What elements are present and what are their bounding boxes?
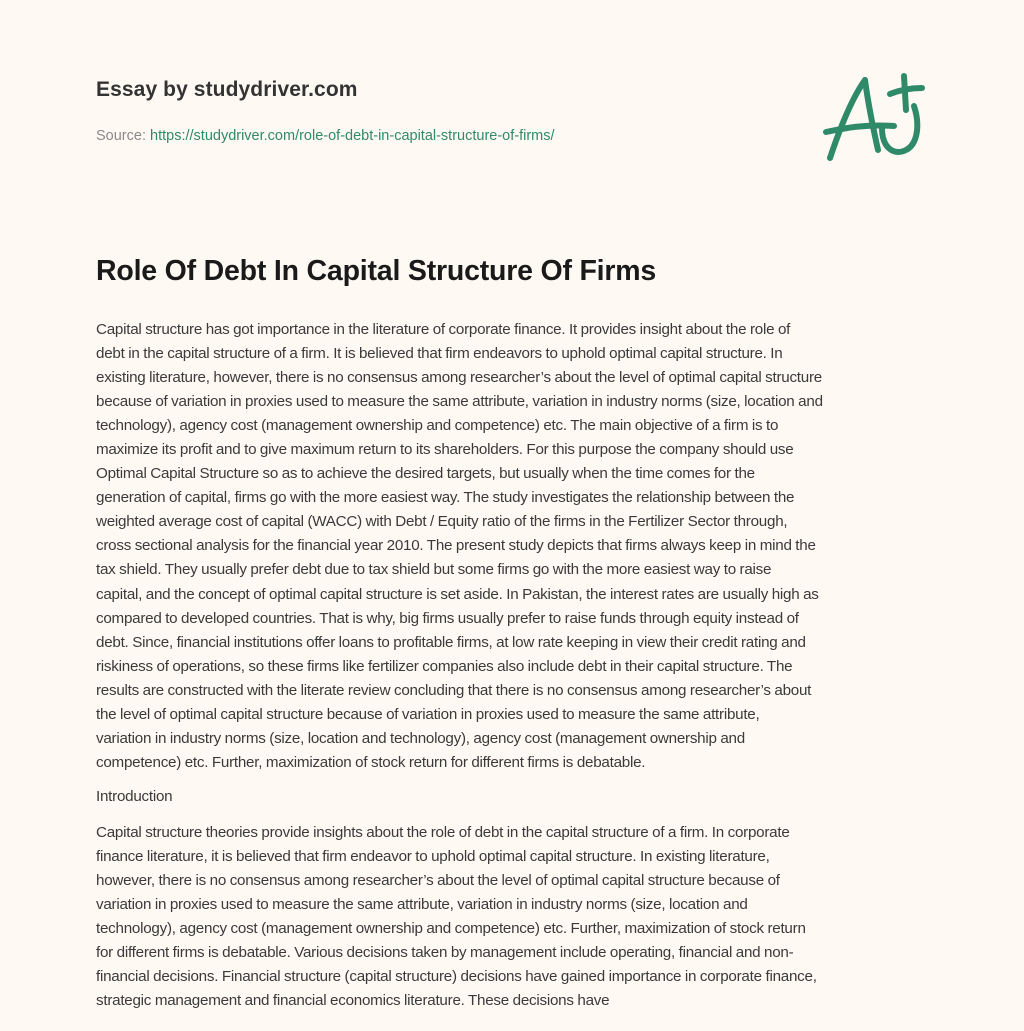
text-line: Capital structure has got importance in the literature of corporate finance. It provides insight about the role of <box>96 321 791 338</box>
text-line: capital, and the concept of optimal capital structure is set aside. In Pakistan, the interest rates are usually high as <box>96 585 819 603</box>
text-line: strategic management and financial economics literature. These decisions have <box>96 992 610 1010</box>
text-line: variation in proxies used to measure the same attribute, variation in industry norms (size, location and <box>96 896 748 914</box>
text-line: for different firms is debatable. Various decisions taken by management include operating, financial and non- <box>96 944 794 962</box>
text-line: compared to developed countries. That is why, big firms usually prefer to raise funds through equity instead of <box>96 609 799 627</box>
essay-header <box>96 74 926 174</box>
text-line: the level of optimal capital structure because of variation in proxies used to measure the same attribute, <box>96 705 760 723</box>
text-line: maximize its profit and to give maximum return to its shareholders. For this purpose the company should use <box>96 441 794 459</box>
text-line: however, there is no consensus among researcher’s about the level of optimal capital structure because of <box>96 871 780 889</box>
text-line: debt in the capital structure of a firm. It is believed that firm endeavors to uphold optimal capital structure. In <box>96 345 783 363</box>
text-line: technology), agency cost (management ownership and competence) etc. Further, maximization of stock return <box>96 920 806 938</box>
text-line: financial decisions. Financial structure (capital structure) decisions have gained importance in corporate finance, <box>96 968 817 986</box>
text-line: Capital structure theories provide insights about the role of debt in the capital structure of a firm. In corporate <box>96 823 790 841</box>
source-link[interactable]: https://studydriver.com/role-of-debt-in-capital-structure-of-firms/ <box>150 128 555 144</box>
a-plus-grade-icon <box>820 68 930 168</box>
source-line <box>96 128 555 144</box>
text-line: cross sectional analysis for the financial year 2010. The present study depicts that firms always keep in mind the <box>96 537 816 555</box>
text-line: variation in industry norms (size, location and technology), agency cost (management ownership and <box>96 729 745 747</box>
text-line: riskiness of operations, so these firms like fertilizer companies also include debt in their capital structure. The <box>96 657 793 675</box>
site-title: Essay by studydriver.com <box>96 78 358 101</box>
text-line: weighted average cost of capital (WACC) with Debt / Equity ratio of the firms in the Fertilizer Sector through, <box>96 513 788 531</box>
text-line: competence) etc. Further, maximization of stock return for different firms is debatable. <box>96 753 646 771</box>
text-line: results are constructed with the literate review concluding that there is no consensus among researcher’s about <box>96 681 812 699</box>
text-line: debt. Since, financial institutions offer loans to profitable firms, at low rate keeping in view their credit rating and <box>96 633 806 651</box>
abstract-paragraph <box>96 318 946 775</box>
source-label: Source: <box>96 128 146 144</box>
text-line: tax shield. They usually prefer debt due to tax shield but some firms go with the more easiest way to raise <box>96 561 772 579</box>
text-line: finance literature, it is believed that firm endeavor to uphold optimal capital structure. In existing literature, <box>96 847 770 865</box>
text-line: generation of capital, firms go with the more easiest way. The study investigates the relationship between the <box>96 489 795 507</box>
introduction-paragraph <box>96 821 946 1013</box>
document-title: Role Of Debt In Capital Structure Of Firms <box>96 255 657 287</box>
text-line: because of variation in proxies used to measure the same attribute, variation in industry norms (size, location and <box>96 393 823 411</box>
text-line: Optimal Capital Structure so as to achieve the desired targets, but usually when the time comes for the <box>96 465 755 483</box>
section-heading-introduction: Introduction <box>96 787 173 805</box>
essay-body <box>96 318 946 1013</box>
text-line: technology), agency cost (management ownership and competence) etc. The main objective of a firm is to <box>96 417 779 435</box>
text-line: existing literature, however, there is no consensus among researcher’s about the level of optimal capital structure <box>96 369 822 387</box>
